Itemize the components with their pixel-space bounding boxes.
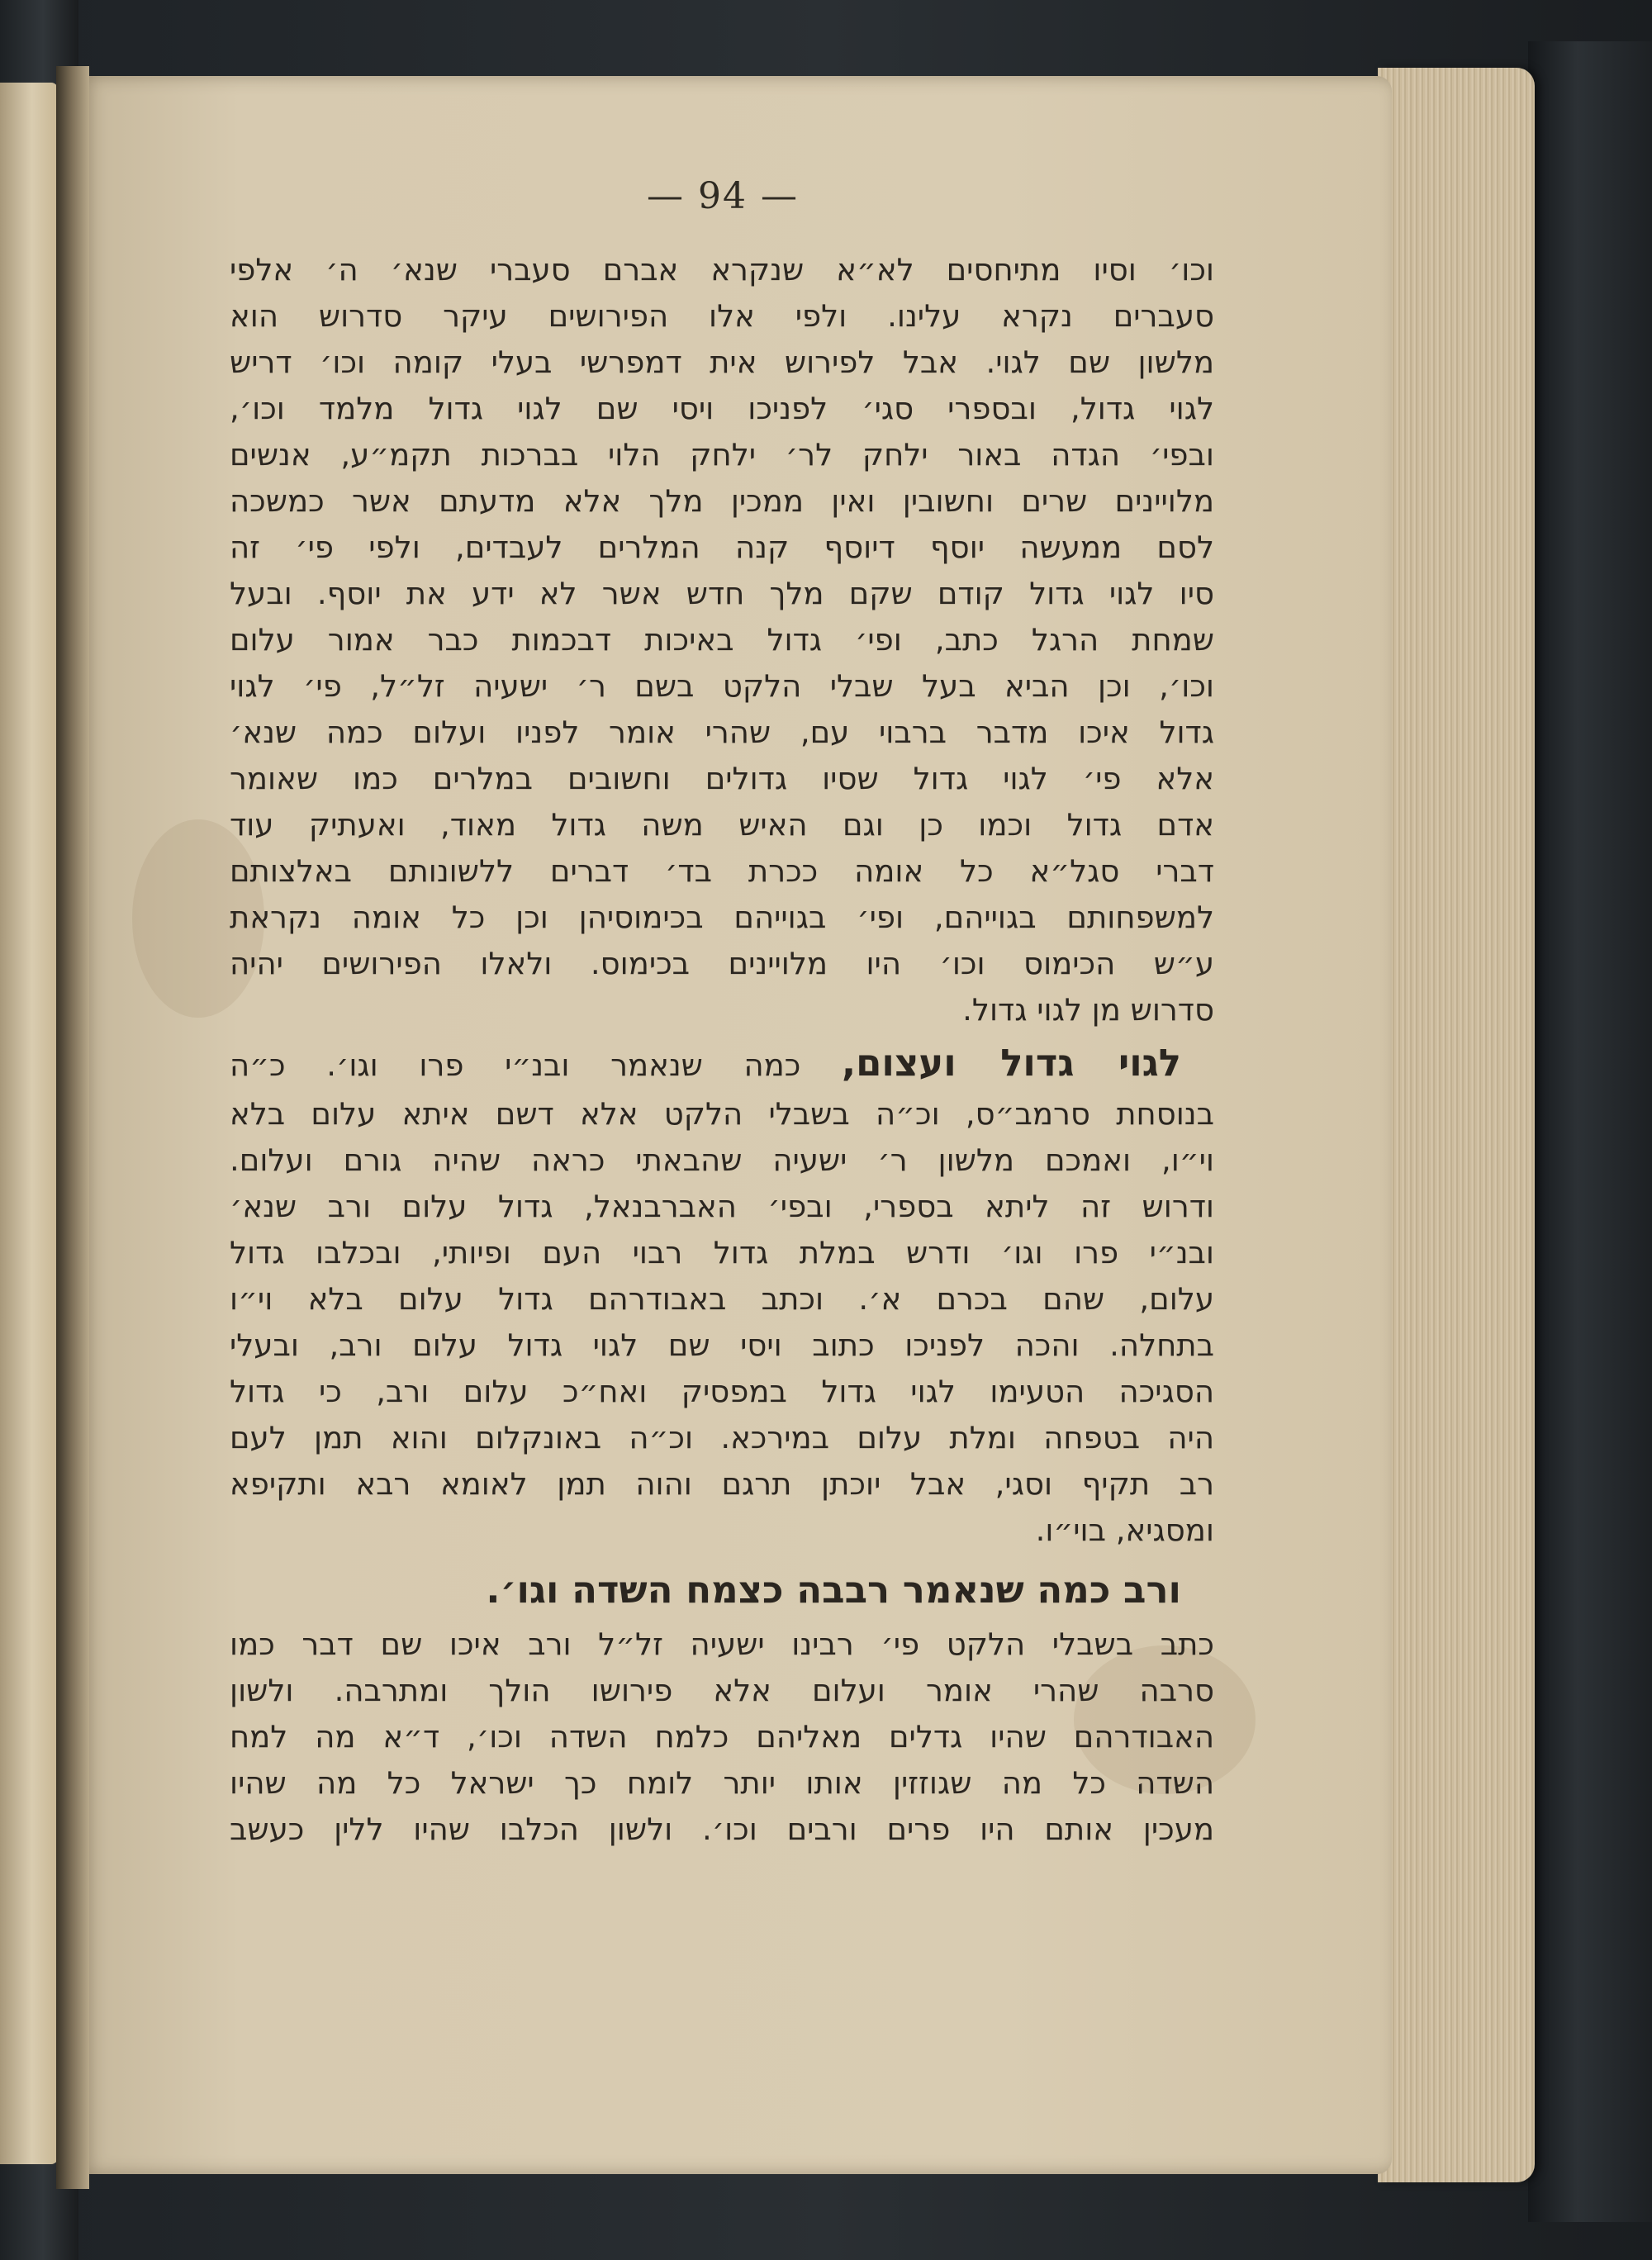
text-line: אלא פי׳ לגוי גדול שסיו גדולים וחשובים במלרים כמו שאומר	[230, 761, 1214, 796]
text-line: השדה כל מה שגוזזין אותו יותר לומח כך ישראל כל מה שהיו	[230, 1765, 1214, 1801]
text-line: שמחת הרגל כתב, ופי׳ גדול באיכות דבכמות כבר אמור עלום	[230, 622, 1214, 658]
text-line: גדול איכו מדבר ברבוי עם, שהרי אומר לפניו ועלום כמה שנא׳	[230, 715, 1214, 750]
text-line: דברי סגל״א כל אומה ככרת בד׳ דברים ללשונותם באלצותם	[230, 853, 1214, 889]
text-line: ומסגיא, בוי״ו.	[1035, 1512, 1214, 1548]
right-cover-edge	[1528, 41, 1652, 2222]
text-line: מלשון שם לגוי. אבל לפירוש אית דמפרשי בעלי קומה וכו׳ דריש	[230, 344, 1214, 380]
text-line: אדם גדול וכמו כן וגם האיש משה גדול מאוד, ואעתיק עוד	[230, 807, 1214, 843]
page-stack-edge	[1378, 68, 1535, 2182]
text-line: לגוי גדול, ובספרי סגי׳ לפניכו ויסי שם לגוי גדול מלמד וכו׳,	[230, 391, 1214, 426]
text-line: כתב בשבלי הלקט פי׳ רבינו ישעיה זל״ל ורב איכו שם דבר כמו	[230, 1626, 1214, 1662]
text-line: סדרוש מן לגוי גדול.	[962, 992, 1214, 1028]
paragraph-lead-line	[230, 1041, 1181, 1085]
section-heading: ורב כמה שנאמר רבבה כצמח השדה וגו׳.	[486, 1568, 1181, 1612]
text-line: לסם ממעשה יוסף דיוסף קנה המלרים לעבדים, ולפי פי׳ זה	[230, 529, 1214, 565]
text-line: וי״ו, ואמכם מלשון ר׳ ישעיה שהבאתי כראה שהיה גורם ועלום.	[230, 1142, 1214, 1178]
text-line: ובנ״י פרו וגו׳ ודרש במלת גדול רבוי העם ופיותי, ובכלבו גדול	[230, 1235, 1214, 1270]
text-line: ע״ש הכימוס וכו׳ היו מלויינים בכימוס. ולאלו הפירושים יהיה	[230, 946, 1214, 981]
text-line: רב תקיף וסגי, אבל יוכתן תרגם והוה תמן לאומא רבא ותקיפא	[230, 1466, 1214, 1502]
text-line: היה בטפחה ומלת עלום במירכא. וכ״ה באונקלום והוא תמן לעם	[230, 1420, 1214, 1455]
text-line: בנוסחת סרמב״ס, וכ״ה בשבלי הלקט אלא דשם איתא עלום בלא	[230, 1096, 1214, 1132]
text-line: מעכין אותם היו פרים ורבים וכו׳. ולשון הכלבו שהיו ללין כעשב	[230, 1811, 1214, 1847]
text-line: למשפחותם בגוייהם, ופי׳ בגוייהם בכימוסיהן וכן כל אומה נקראת	[230, 900, 1214, 935]
text-block	[230, 248, 1214, 1966]
text-line: מלויינים שרים וחשובין ואין ממכין מלך אלא מדעתם אשר כמשכה	[230, 483, 1214, 519]
text-line: סרבה שהרי אומר ועלום אלא פירושו הולך ומתרבה. ולשון	[230, 1673, 1214, 1708]
text-line: עלום, שהם בכרם א׳. וכתב באבודרהם גדול עלום בלא וי״ו	[230, 1281, 1214, 1317]
book-gutter	[56, 66, 89, 2189]
text-line: בתחלה. והכה לפניכו כתוב ויסי שם לגוי גדול עלום ורב, ובעלי	[230, 1327, 1214, 1363]
text-line: וכו׳ וסיו מתיחסים לא״א שנקרא אברם סעברי שנא׳ ה׳ אלפי	[230, 252, 1214, 287]
page-number: — 94 —	[647, 175, 799, 217]
previous-page-edge	[0, 83, 58, 2164]
text-line: ובפי׳ הגדה באור ילחק לר׳ ילחק הלוי בברכות תקמ״ע, אנשים	[230, 437, 1214, 472]
text-line: סעברים נקרא עלינו. ולפי אלו הפירושים עיקר סדרוש הוא	[230, 298, 1214, 334]
text-line: ודרוש זה ליתא בספרי, ובפי׳ האברבנאל, גדול עלום ורב שנא׳	[230, 1189, 1214, 1224]
paragraph-lead: לגוי גדול ועצום,	[842, 1041, 1181, 1085]
text-line: סיו לגוי גדול קודם שקם מלך חדש אשר לא ידע את יוסף. ובעל	[230, 576, 1214, 611]
text-line: הסגיכה הטעימו לגוי גדול במפסיק ואח״כ עלום ורב, כי גדול	[230, 1374, 1214, 1409]
paragraph-lead-rest: כמה שנאמר ובנ״י פרו וגו׳. כ״ה	[230, 1047, 801, 1083]
text-line: וכו׳, וכן הביא בעל שבלי הלקט בשם ר׳ ישעיה זל״ל, פי׳ לגוי	[230, 668, 1214, 704]
text-line: האבודרהם שהיו גדלים מאליהם כלמח השדה וכו׳, ד״א מה למח	[230, 1719, 1214, 1754]
